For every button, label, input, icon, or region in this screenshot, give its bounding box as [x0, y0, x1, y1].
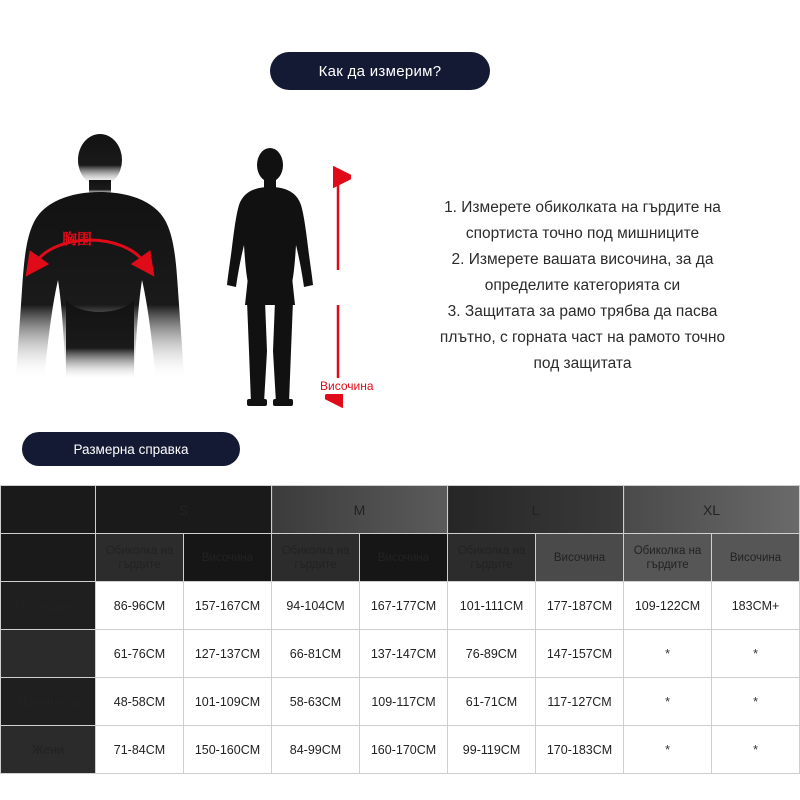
cell: 48-58CM	[96, 678, 184, 726]
height-label: Височина	[320, 379, 374, 393]
cell: 117-127CM	[536, 678, 624, 726]
cell: *	[624, 678, 712, 726]
cell: 76-89CM	[448, 630, 536, 678]
cell: *	[712, 630, 800, 678]
sub-header-height-l: Височина	[536, 534, 624, 582]
size-reference-pill	[22, 432, 240, 466]
row-label-women: Жени	[1, 726, 96, 774]
cell: *	[624, 630, 712, 678]
sub-header-chest-s: Обиколка на гърдите	[96, 534, 184, 582]
table-size-header-row	[1, 486, 800, 534]
instruction-line: 2. Измерете вашата височина, за да	[451, 251, 714, 268]
cell: 86-96CM	[96, 582, 184, 630]
cell: 94-104CM	[272, 582, 360, 630]
cell: 109-122CM	[624, 582, 712, 630]
cell: 150-160CM	[184, 726, 272, 774]
cell: 61-76CM	[96, 630, 184, 678]
instruction-line: определите категорията си	[484, 277, 681, 294]
size-header-s: S	[96, 486, 272, 534]
sub-header-chest-m: Обиколка на гърдите	[272, 534, 360, 582]
cell: 61-71CM	[448, 678, 536, 726]
row-label-beginner: Начинаещ	[1, 678, 96, 726]
cell: 99-119CM	[448, 726, 536, 774]
sub-header-chest-l: Обиколка на гърдите	[448, 534, 536, 582]
sub-header-height-s: Височина	[184, 534, 272, 582]
size-table	[0, 485, 800, 774]
cell: 157-167CM	[184, 582, 272, 630]
table-sub-header-row	[1, 534, 800, 582]
size-reference-label: Размерна справка	[73, 441, 189, 457]
cell: *	[624, 726, 712, 774]
cell: 167-177CM	[360, 582, 448, 630]
cell: 71-84CM	[96, 726, 184, 774]
cell: 183CM+	[712, 582, 800, 630]
cell: 101-111CM	[448, 582, 536, 630]
table-row	[1, 630, 800, 678]
table-row	[1, 678, 800, 726]
cell: 177-187CM	[536, 582, 624, 630]
size-header-l: L	[448, 486, 624, 534]
table-row	[1, 582, 800, 630]
cell: 137-147CM	[360, 630, 448, 678]
sub-header-chest-xl: Обиколка на гърдите	[624, 534, 712, 582]
cell: 66-81CM	[272, 630, 360, 678]
instruction-line: спортиста точно под мишниците	[465, 225, 700, 242]
size-header-xl: XL	[624, 486, 800, 534]
cell: 127-137CM	[184, 630, 272, 678]
height-measure-arrow	[325, 165, 351, 410]
corner-cell-2	[1, 534, 96, 582]
cell: 160-170CM	[360, 726, 448, 774]
sub-header-height-xl: Височина	[712, 534, 800, 582]
chest-label: 胸围	[62, 231, 93, 248]
cell: 84-99CM	[272, 726, 360, 774]
size-table-wrapper	[0, 485, 800, 774]
cell: *	[712, 678, 800, 726]
sub-header-height-m: Височина	[360, 534, 448, 582]
corner-cell	[1, 486, 96, 534]
cell: 170-183CM	[536, 726, 624, 774]
page-title: Как да измерим?	[318, 62, 442, 80]
full-body-silhouette	[215, 145, 325, 410]
instruction-line: 3. Защитата за рамо трябва да пасва	[447, 303, 718, 320]
size-header-m: M	[272, 486, 448, 534]
row-label-blank	[1, 630, 96, 678]
header-title-pill	[270, 52, 490, 90]
row-label-advanced: Напреднал	[1, 582, 96, 630]
cell: 101-109CM	[184, 678, 272, 726]
cell: *	[712, 726, 800, 774]
instruction-line: под защитата	[533, 355, 632, 372]
instruction-line: 1. Измерете обиколката на гърдите на	[444, 199, 721, 216]
cell: 58-63CM	[272, 678, 360, 726]
cell: 109-117CM	[360, 678, 448, 726]
cell: 147-157CM	[536, 630, 624, 678]
instruction-line: плътно, с горната част на рамото точно	[439, 329, 726, 346]
measurement-instructions	[385, 195, 780, 377]
table-row	[1, 726, 800, 774]
